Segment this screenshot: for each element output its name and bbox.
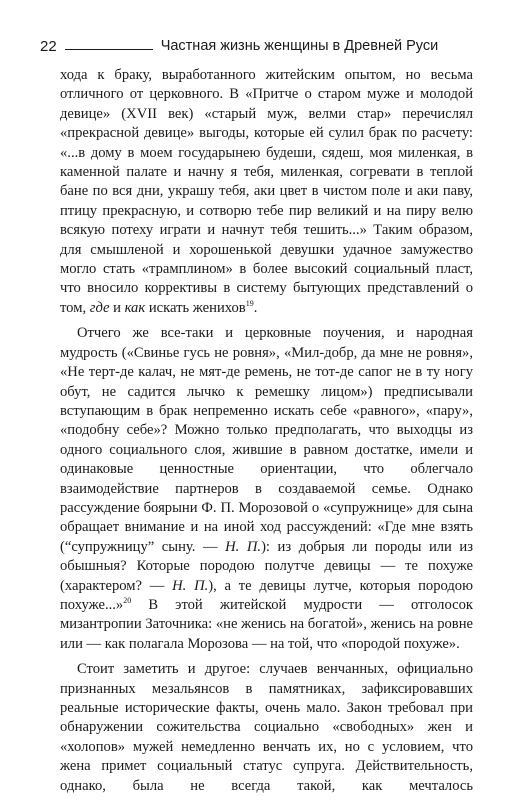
paragraph-1 xyxy=(60,66,473,318)
running-header xyxy=(40,34,472,58)
footnote-ref: 20 xyxy=(123,595,132,605)
text-run: искать женихов xyxy=(145,299,246,316)
body-text xyxy=(60,66,473,802)
text-run: Отчего же все-таки и церковные поучения, и народная мудрость («Свинье гусь не ровня», «Мил-добр, да мне не ровня», «Не терт-де калач, не мят-де ремень, не тот-де сапог не в ту ногу обут, не садится лычко к ремешку лицом») предписывали вступающим в брак непременно искать себе «равного», «пару», «подобну себе»? Можно только предполагать, что выходцы из одного социального слоя, жившие в равном достатке, имели и одинаковые ценностные ориентации, что облегчало взаимодействие партнеров в создаваемой семье. Однако рассуждение боярыни Ф. П. Морозовой о «супружнице» для сына обращает внимание и на иной ход рассуждений: «Где мне взять (“супружницу” сыну. — xyxy=(60,325,473,555)
text-run: хода к браку, выработанного житейским опытом, но весьма отличного от церковного. В «Притче о старом муже и молодой девице» (XVII век) «старый муж, велми стар» перечислял «прекрасной девице» выгоды, которые ей сулил брак по расчету: «...в дому в моем государынею будеши, сядеш, моя миленкая, в каменной палате и начну я тебя, миленкая, согревати в теплой бане по вся дни, украшу тебя, аки цвет в чистом поле и аки паву, птицу прекрасную, и сотворю тебе пир великий и на пиру велю всякую потеху играти и начнут тебя тешить...» Таким образом, для смышленой и хорошенькой девушки удачное замужество могло стать «трамплином» в более высокий социальный пласт, что вносило коррективы в систему бытующих представлений о том, xyxy=(60,67,473,316)
header-rule xyxy=(65,49,153,50)
text-run: и xyxy=(109,299,125,316)
italic-run: Н. П. xyxy=(172,577,209,594)
italic-run: как xyxy=(124,299,146,316)
italic-run: где xyxy=(89,299,110,316)
footnote-ref: 19 xyxy=(245,298,254,308)
text-run: ): из добрыя ли породы или из обышныя? Которые породою полутче девицы — те похуже (характером? — xyxy=(60,538,474,594)
text-run: В этой житейской мудрости — отголосок мизантропии Заточника: «не женись на богатой», женись на ровне или — как полагала Морозова — на той, что «породой похуже». xyxy=(60,596,473,652)
text-run: Стоит заметить и другое: случаев венчанных, официально признанных мезальянсов в памятниках, зафиксировавших реальные исторические факты, очень мало. Закон требовал при обнаружении сожительства социально «свободных» жен и «холопов» мужей немедленно венчать их, но с условием, что жена примет социальный статус супруга. Действительность, однако, была не всегда такой, как мечталось xyxy=(60,661,473,794)
paragraph-3 xyxy=(60,660,473,796)
text-run: . xyxy=(253,299,258,316)
page-number: 22 xyxy=(40,37,57,55)
paragraph-2 xyxy=(60,324,473,654)
italic-run: Н. П. xyxy=(225,538,262,555)
text-run: ), а те девицы лутче, которыя породою похуже...» xyxy=(60,577,473,613)
running-title: Частная жизнь женщины в Древней Руси xyxy=(160,38,439,54)
